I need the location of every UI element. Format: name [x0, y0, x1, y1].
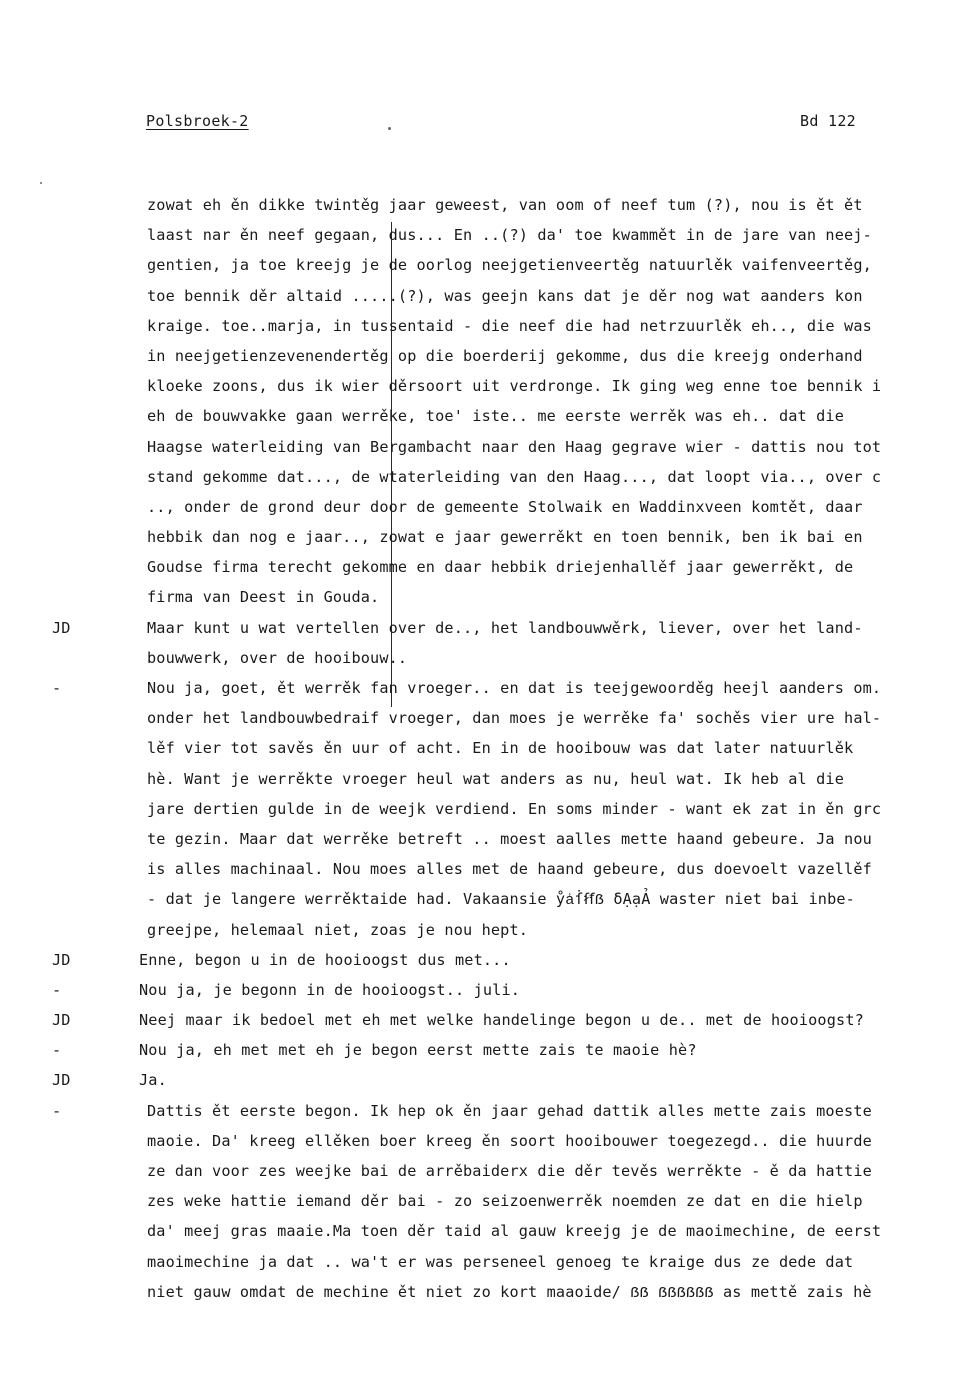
transcript-line — [0, 462, 979, 492]
transcript-body — [0, 190, 979, 1307]
line-text: te gezin. Maar dat werrěke betreft .. moest aalles mette haand gebeure. Ja nou — [147, 829, 872, 848]
transcript-line — [0, 703, 979, 733]
line-text: .., onder de grond deur door de gemeente Stolwaik en Waddinxveen komtět, daar — [147, 497, 863, 516]
line-text: firma van Deest in Gouda. — [147, 588, 380, 607]
transcript-line — [0, 643, 979, 673]
line-text: maoie. Da' kreeg ellěken boer kreeg ěn soort hooibouwer toegezegd.. die huurde — [147, 1131, 872, 1150]
line-text: onder het landbouwbedraif vroeger, dan moes je werrěke fa' sochěs vier ure hal- — [147, 709, 882, 728]
line-text: stand gekomme dat..., de wtaterleiding van den Haag..., dat loopt via.., over c — [147, 467, 882, 486]
transcript-line — [0, 764, 979, 794]
line-text: Nou ja, eh met met eh je begon eerst mette zais te maoie hè? — [139, 1041, 697, 1060]
line-text: ze dan voor zes weejke bai de arrěbaiderx die děr tevěs werrěkte - ě da hattie — [147, 1162, 872, 1180]
speaker-label: - — [52, 1041, 62, 1060]
transcript-line — [0, 854, 979, 884]
speaker-label: - — [52, 679, 62, 697]
line-text: kraige. toe..marja, in tussentaid - die neef die had netrzuurlěk eh.., die was — [147, 316, 872, 335]
line-text: - dat je langere werrěktaide had. Vakaansie ẙẚẛẜẝẞ ẟẠạẢ waster niet bai inbe- — [147, 890, 855, 909]
transcript-line — [0, 975, 979, 1005]
line-text: bouwwerk, over de hooibouw.. — [147, 648, 408, 667]
transcript-line — [0, 1005, 979, 1035]
transcript-line — [0, 401, 979, 431]
line-text: hebbik dan nog e jaar.., zowat e jaar gewerrěkt en toen bennik, ben ik bai en — [147, 528, 863, 547]
line-text: Goudse firma terecht gekomme en daar hebbik driejenhallěf jaar gewerrěkt, de — [147, 558, 854, 577]
speaker-label: JD — [52, 950, 71, 969]
transcript-line — [0, 915, 979, 945]
transcript-line — [0, 552, 979, 582]
transcript-line — [0, 945, 979, 975]
transcript-line — [0, 1277, 979, 1307]
speaker-label: JD — [52, 1071, 71, 1090]
transcript-line — [0, 311, 979, 341]
line-text: niet gauw omdat de mechine ět niet zo kort maaoide/ ẞẞ ẞẞẞẞẞẞ as mettě zais hè — [147, 1282, 872, 1301]
speaker-label: - — [52, 980, 62, 999]
stray-mark — [388, 127, 391, 130]
line-text: Neej maar ik bedoel met eh met welke handelinge begon u de.. met de hooioogst? — [139, 1011, 864, 1030]
transcript-line — [0, 281, 979, 311]
transcript-line — [0, 1156, 979, 1186]
line-text: da' meej gras maaie.Ma toen děr taid al gauw kreejg je de maoimechine, de eerst — [147, 1222, 882, 1241]
line-text: greejpe, helemaal niet, zoas je nou hept. — [147, 920, 529, 939]
line-text: Enne, begon u in de hooioogst dus met... — [139, 950, 511, 969]
transcript-line — [0, 824, 979, 854]
line-text: Maar kunt u wat vertellen over de.., het landbouwwěrk, liever, over het land- — [147, 618, 863, 637]
line-text: jare dertien gulde in de weejk verdiend. En soms minder - want ek zat in ěn grc — [147, 799, 882, 818]
transcript-line — [0, 1216, 979, 1246]
transcript-line — [0, 582, 979, 612]
document-title: Polsbroek-2 — [146, 112, 249, 130]
transcript-line — [0, 190, 979, 220]
line-text: is alles machinaal. Nou moes alles met de haand gebeure, dus doevoelt vazellěf — [147, 860, 872, 879]
transcript-line — [0, 492, 979, 522]
line-text: Nou ja, je begonn in de hooioogst.. juli. — [139, 980, 521, 999]
line-text: in neejgetienzevenendertěg op die boerderij gekomme, dus die kreejg onderhand — [147, 346, 863, 365]
line-text: zowat eh ěn dikke twintěg jaar geweest, van oom of neef tum (?), nou is ět ět — [147, 196, 863, 214]
line-text: toe bennik děr altaid .....(?), was geejn kans dat je děr nog wat aanders kon — [147, 286, 863, 305]
line-text: lěf vier tot savěs ěn uur of acht. En in de hooibouw was dat later natuurlěk — [147, 739, 854, 758]
transcript-line — [0, 1186, 979, 1216]
speaker-label: - — [52, 1101, 62, 1120]
line-text: laast nar ěn neef gegaan, dus... En ..(?) da' toe kwammět in de jare van neej- — [147, 226, 872, 245]
transcript-line — [0, 794, 979, 824]
transcript-line — [0, 1096, 979, 1126]
transcript-line — [0, 1065, 979, 1095]
transcript-line — [0, 432, 979, 462]
line-text: kloeke zoons, dus ik wier děrsoort uit verdronge. Ik ging weg enne toe bennik i — [147, 377, 882, 396]
line-text: maoimechine ja dat .. wa't er was perseneel genoeg te kraige dus ze dede dat — [147, 1252, 854, 1271]
line-text: gentien, ja toe kreejg je de oorlog neejgetienveertěg natuurlěk vaifenveertěg, — [147, 256, 872, 275]
line-text: zes weke hattie iemand děr bai - zo seizoenwerrěk noemden ze dat en die hielp — [147, 1192, 863, 1211]
transcript-line — [0, 1035, 979, 1065]
transcript-line — [0, 733, 979, 763]
line-text: eh de bouwvakke gaan werrěke, toe' iste.. me eerste werrěk was eh.. dat die — [147, 407, 845, 426]
transcript-line — [0, 1247, 979, 1277]
speaker-label: JD — [52, 618, 71, 637]
transcript-line — [0, 613, 979, 643]
transcript-line — [0, 371, 979, 401]
transcript-line — [0, 884, 979, 914]
document-reference: Bd 122 — [800, 112, 856, 130]
line-text: Ja. — [139, 1071, 167, 1090]
line-text: hè. Want je werrěkte vroeger heul wat anders as nu, heul wat. Ik heb al die — [147, 769, 845, 788]
transcript-line — [0, 341, 979, 371]
stray-mark — [40, 182, 42, 184]
transcript-line — [0, 220, 979, 250]
line-text: Dattis ět eerste begon. Ik hep ok ěn jaar gehad dattik alles mette zais moeste — [147, 1101, 872, 1120]
transcript-line — [0, 522, 979, 552]
speaker-label: JD — [52, 1011, 71, 1030]
line-text: Haagse waterleiding van Bergambacht naar den Haag gegrave wier - dattis nou tot — [147, 437, 882, 456]
transcript-line — [0, 1126, 979, 1156]
transcript-line — [0, 250, 979, 280]
transcript-line — [0, 673, 979, 703]
line-text: Nou ja, goet, ět werrěk fan vroeger.. en dat is teejgewoorděg heejl aanders om. — [147, 679, 882, 697]
